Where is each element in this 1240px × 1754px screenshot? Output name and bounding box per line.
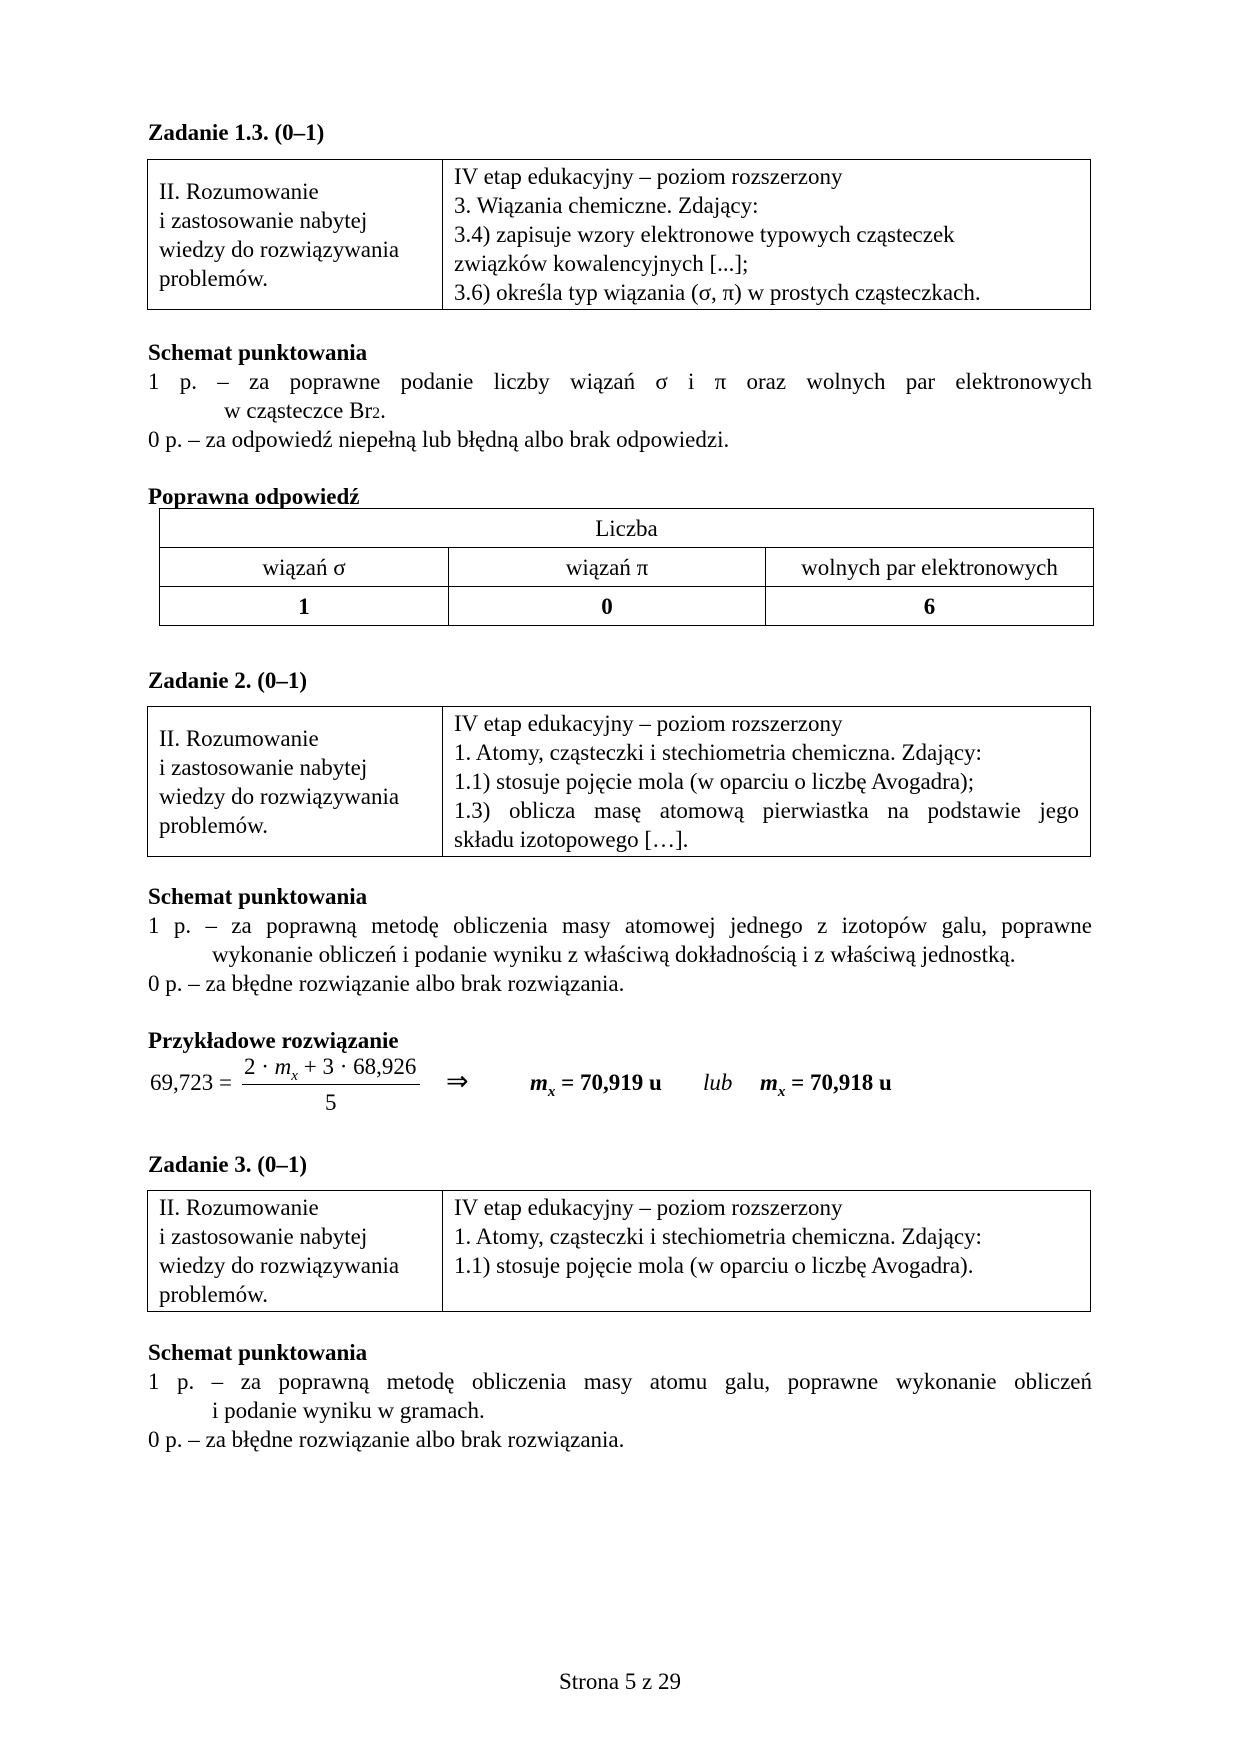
implies-arrow: ⇒ (446, 1066, 469, 1096)
requirement-category: II. Rozumowanie i zastosowanie nabytej wiedzy do rozwiązywania problemów. (148, 1191, 443, 1312)
equation-or: lub (703, 1070, 733, 1095)
task-1-3-answer-title: Poprawna odpowiedź (148, 484, 360, 509)
answer-value-lone-pairs: 6 (766, 587, 1094, 626)
task-2-requirements-table (147, 706, 1091, 857)
task-1-3-requirements-table (147, 159, 1091, 310)
task-2-scheme-title: Schemat punktowania (148, 884, 368, 909)
answer-col-sigma: wiązań σ (160, 548, 449, 587)
task-3-scheme-1p-cont: i podanie wyniku w gramach. (212, 1398, 485, 1423)
task-2-scheme-1p: 1 p. – za poprawną metodę obliczenia masy atomowej jednego z izotopów galu, poprawne (148, 913, 1092, 938)
task-1-3-scheme-title: Schemat punktowania (148, 340, 368, 365)
requirement-category: II. Rozumowanie i zastosowanie nabytej wiedzy do rozwiązywania problemów. (148, 707, 443, 857)
task-1-3-scheme-1p-cont: w cząsteczce Br2. (224, 398, 386, 423)
equation-result-alt: $m_x = 70,918$ u (760, 1070, 892, 1100)
fraction-bar (242, 1084, 420, 1085)
equation-numerator: $2 \cdot m_x + 3 \cdot 68,926$ (244, 1054, 417, 1084)
equation-result: $m_x = 70,919$ u (530, 1070, 662, 1100)
answer-col-lone-pairs: wolnych par elektronowych (766, 548, 1094, 587)
task-1-3-scheme-1p: 1 p. – za poprawne podanie liczby wiązań σ i π oraz wolnych par elektronowych (148, 369, 1092, 394)
task-1-3-scheme-0p: 0 p. – za odpowiedź niepełną lub błędną albo brak odpowiedzi. (148, 427, 730, 452)
answer-table-header: Liczba (160, 509, 1094, 548)
answer-value-pi: 0 (449, 587, 766, 626)
task-3-requirements-table (147, 1190, 1091, 1312)
task-3-scheme-title: Schemat punktowania (148, 1340, 368, 1365)
task-3-scheme-1p: 1 p. – za poprawną metodę obliczenia masy atomu galu, poprawne wykonanie obliczeń (148, 1369, 1092, 1394)
task-2-scheme-1p-cont: wykonanie obliczeń i podanie wyniku z właściwą dokładnością i z właściwą jednostką. (212, 942, 1016, 967)
answer-table (159, 508, 1094, 626)
task-3-title: Zadanie 3. (0–1) (148, 1152, 308, 1177)
answer-value-sigma: 1 (160, 587, 449, 626)
equation-denominator: 5 (325, 1090, 337, 1115)
task-1-3-title: Zadanie 1.3. (0–1) (148, 120, 325, 145)
answer-col-pi: wiązań π (449, 548, 766, 587)
requirement-details: IV etap edukacyjny – poziom rozszerzony 1. Atomy, cząsteczki i stechiometria chemiczna. Zdający: 1.1) stosuje pojęcie mola (w oparciu o liczbę Avogadra). (443, 1191, 1091, 1312)
requirement-details: IV etap edukacyjny – poziom rozszerzony 3. Wiązania chemiczne. Zdający: 3.4) zapisuje wzory elektronowe typowych cząsteczek związków kowalencyjnych [...]; 3.6) określa typ wiązania (σ, π) w prostych cząsteczkach. (443, 160, 1091, 310)
equation-lhs: 69,723 = (150, 1070, 232, 1095)
task-2-title: Zadanie 2. (0–1) (148, 668, 308, 693)
task-2-solution-title: Przykładowe rozwiązanie (148, 1028, 399, 1053)
requirement-category: II. Rozumowanie i zastosowanie nabytej wiedzy do rozwiązywania problemów. (148, 160, 443, 310)
requirement-details: IV etap edukacyjny – poziom rozszerzony 1. Atomy, cząsteczki i stechiometria chemiczna. Zdający: 1.1) stosuje pojęcie mola (w oparciu o liczbę Avogadra); 1.3) oblicza masę atomową pierwiastka na podstawie jego składu izotopowego […]. (443, 707, 1091, 857)
task-3-scheme-0p: 0 p. – za błędne rozwiązanie albo brak rozwiązania. (148, 1427, 625, 1452)
task-2-scheme-0p: 0 p. – za błędne rozwiązanie albo brak rozwiązania. (148, 971, 625, 996)
page-number: Strona 5 z 29 (558, 1669, 681, 1694)
